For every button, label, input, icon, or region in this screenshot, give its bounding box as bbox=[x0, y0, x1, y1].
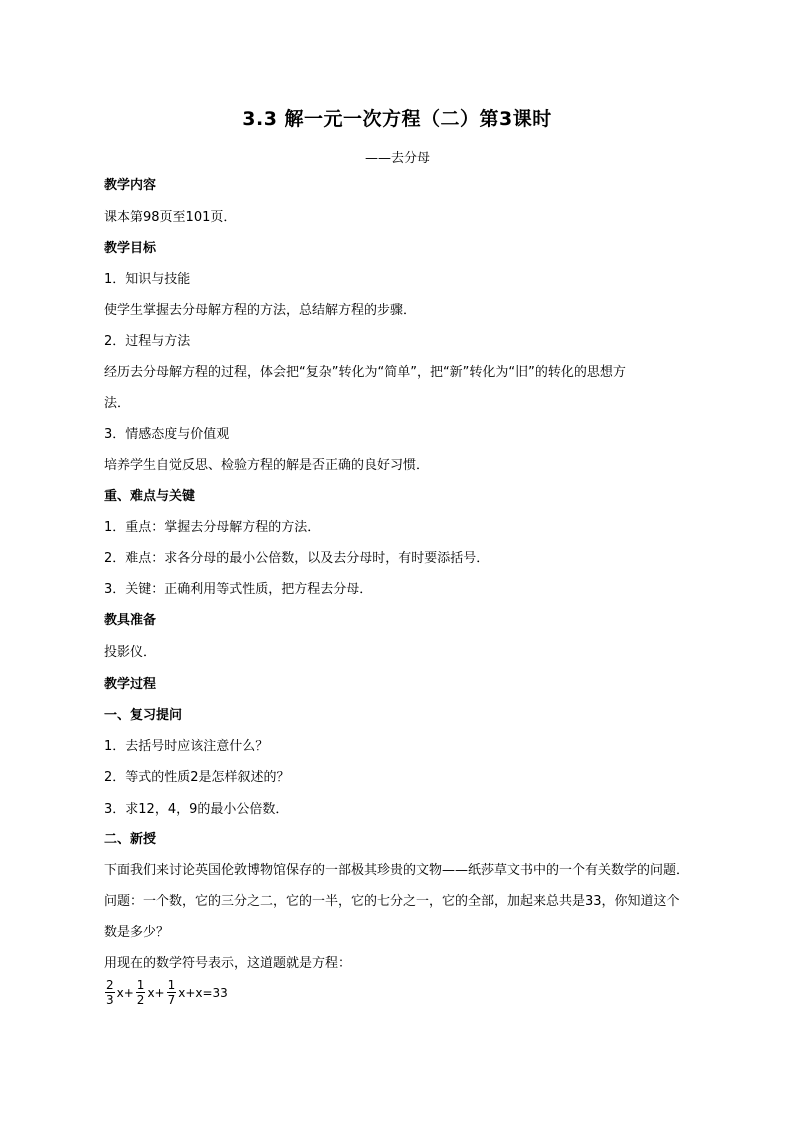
paragraph: 2．等式的性质2是怎样叙述的？ bbox=[104, 770, 290, 785]
paragraph: 数是多少？ bbox=[104, 925, 170, 940]
equation bbox=[104, 978, 229, 1007]
fraction: $\frac{1}{7}$ bbox=[167, 978, 176, 1007]
equation-term: x+ bbox=[116, 985, 134, 1000]
document-subtitle: ——去分母 bbox=[365, 151, 431, 166]
paragraph: 1．重点：掌握去分母解方程的方法． bbox=[104, 520, 321, 535]
paragraph: 2．过程与方法 bbox=[104, 334, 191, 349]
paragraph: 1．去括号时应该注意什么？ bbox=[104, 739, 269, 754]
document-title: 3.3 解一元一次方程（二）第3课时 bbox=[242, 108, 552, 130]
paragraph: 问题：一个数，它的三分之二，它的一半，它的七分之一，它的全部，加起来总共是33，你知道这个 bbox=[104, 894, 680, 909]
section-heading-process: 教学过程 bbox=[104, 677, 157, 692]
paragraph: 3．情感态度与价值观 bbox=[104, 427, 230, 442]
section-heading-content: 教学内容 bbox=[104, 178, 157, 193]
equation-term: x+ bbox=[147, 985, 165, 1000]
paragraph: 1．知识与技能 bbox=[104, 272, 191, 287]
paragraph: 法． bbox=[104, 396, 131, 411]
section-heading-newlesson: 二、新授 bbox=[104, 832, 157, 847]
paragraph: 3．关键：正确利用等式性质，把方程去分母． bbox=[104, 582, 373, 597]
paragraph: 下面我们来讨论英国伦敦博物馆保存的一部极其珍贵的文物——纸莎草文书中的一个有关数学的问题． bbox=[104, 863, 690, 878]
section-heading-tools: 教具准备 bbox=[104, 613, 157, 628]
paragraph: 用现在的数学符号表示，这道题就是方程： bbox=[104, 956, 352, 971]
paragraph: 培养学生自觉反思、检验方程的解是否正确的良好习惯． bbox=[104, 458, 430, 473]
section-heading-goals: 教学目标 bbox=[104, 241, 157, 256]
fraction: $\frac{2}{3}$ bbox=[106, 978, 114, 1007]
paragraph: 经历去分母解方程的过程，体会把“复杂”转化为“简单”，把“新”转化为“旧”的转化的思想方 bbox=[104, 365, 626, 380]
paragraph: 使学生掌握去分母解方程的方法，总结解方程的步骤． bbox=[104, 303, 417, 318]
section-heading-review: 一、复习提问 bbox=[104, 708, 183, 723]
section-heading-keypoints: 重、难点与关键 bbox=[104, 489, 196, 504]
paragraph: 3．求12，4，9的最小公倍数． bbox=[104, 802, 289, 817]
equation-term: x+x=33 bbox=[178, 985, 228, 1000]
fraction: $\frac{1}{2}$ bbox=[136, 978, 145, 1007]
paragraph: 课本第98页至101页． bbox=[104, 210, 237, 225]
paragraph: 2．难点：求各分母的最小公倍数，以及去分母时，有时要添括号． bbox=[104, 551, 490, 566]
paragraph: 投影仪． bbox=[104, 645, 157, 660]
